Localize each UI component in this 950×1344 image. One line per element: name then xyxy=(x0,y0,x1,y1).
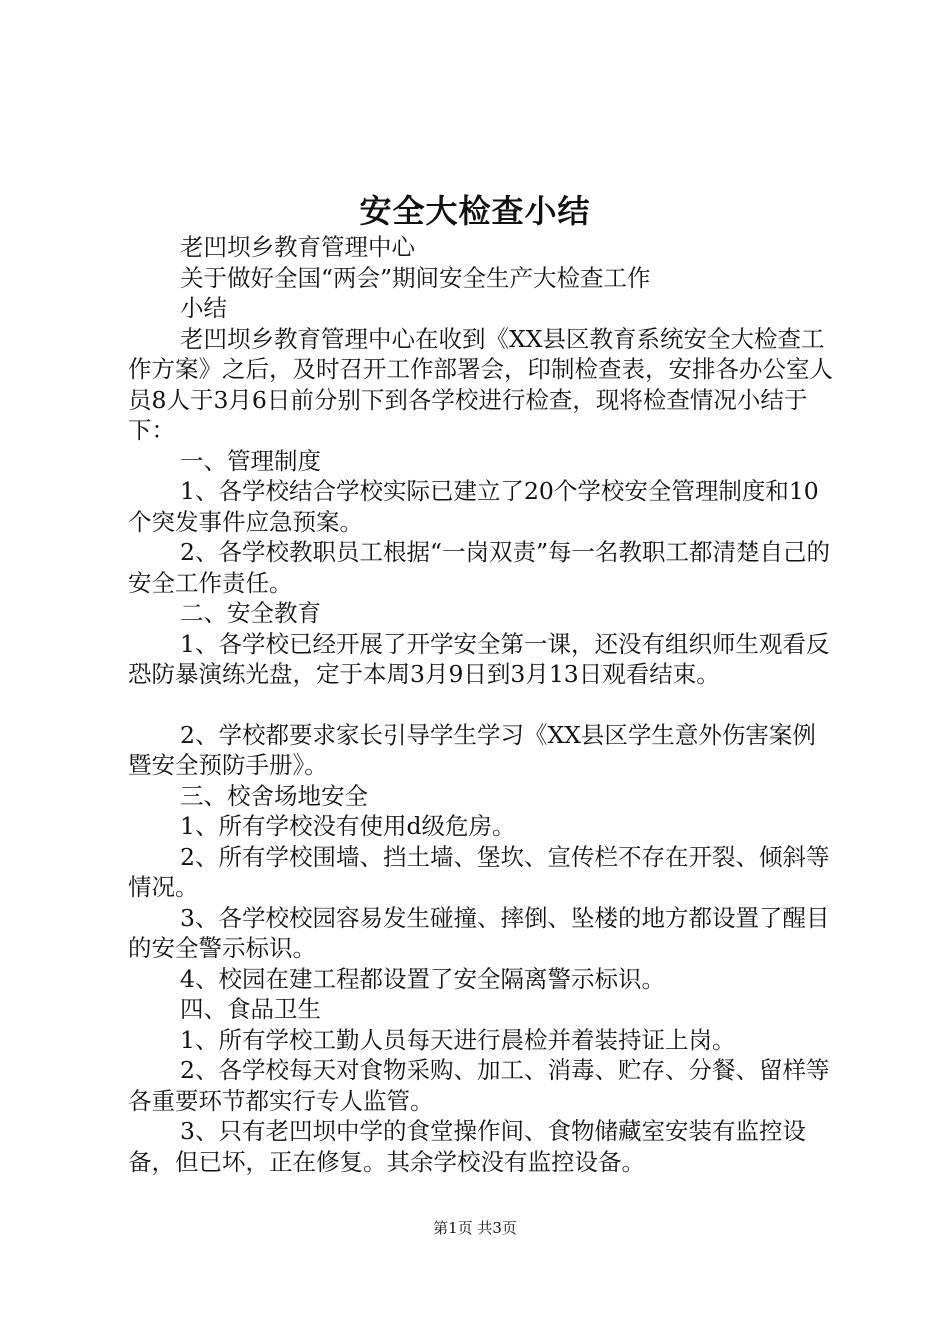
section-heading-management: 一、管理制度 xyxy=(180,446,321,475)
document-title: 安全大检查小结 xyxy=(359,192,591,230)
paragraph-intro: 老凹坝乡教育管理中心在收到《XX县区教育系统安全大检查工作方案》之后，及时召开工作部署会，印制检查表，安排各办公室人员8人于3月6日前分别下到各学校进行检查，现将检查情况小结于下： xyxy=(128,324,833,444)
paragraph-food-2: 2、各学校每天对食物采购、加工、消毒、贮存、分餐、留样等各重要环节都实行专人监管。 xyxy=(128,1056,830,1115)
paragraph-education-2: 2、学校都要求家长引导学生学习《XX县区学生意外伤害案例暨安全预防手册》。 xyxy=(128,720,816,779)
section-heading-food: 四、食品卫生 xyxy=(180,995,321,1023)
paragraph-education-1: 1、各学校已经开展了开学安全第一课，还没有组织师生观看反恐防暴演练光盘，定于本周3月9日到3月13日观看结束。 xyxy=(128,629,830,688)
paragraph-campus-2: 2、所有学校围墙、挡土墙、堡坎、宣传栏不存在开裂、倾斜等情况。 xyxy=(128,842,830,901)
paragraph-food-3: 3、只有老凹坝中学的食堂操作间、食物储藏室安装有监控设备，但已坏，正在修复。其余学校没有监控设备。 xyxy=(128,1117,806,1176)
paragraph-subject-cont: 小结 xyxy=(180,294,227,322)
paragraph-food-1: 1、所有学校工勤人员每天进行晨检并着装持证上岗。 xyxy=(180,1025,736,1054)
document-body xyxy=(128,232,838,1177)
paragraph-campus-1: 1、所有学校没有使用d级危房。 xyxy=(180,812,516,840)
section-heading-campus: 三、校舍场地安全 xyxy=(180,781,368,810)
paragraph-campus-4: 4、校园在建工程都设置了安全隔离警示标识。 xyxy=(180,964,665,993)
paragraph-management-1: 1、各学校结合学校实际已建立了20个学校安全管理制度和10个突发事件应急预案。 xyxy=(128,477,819,536)
blank-line xyxy=(128,690,838,720)
paragraph-subject: 关于做好全国“两会”期间安全生产大检查工作 xyxy=(180,263,651,292)
page-footer: 第1页 共3页 xyxy=(433,1219,517,1237)
paragraph-organization: 老凹坝乡教育管理中心 xyxy=(180,233,415,261)
paragraph-management-2: 2、各学校教职员工根据“一岗双责”每一名教职工都清楚自己的安全工作责任。 xyxy=(128,538,830,597)
paragraph-campus-3: 3、各学校校园容易发生碰撞、摔倒、坠楼的地方都设置了醒目的安全警示标识。 xyxy=(128,903,830,962)
section-heading-education: 二、安全教育 xyxy=(180,599,321,627)
